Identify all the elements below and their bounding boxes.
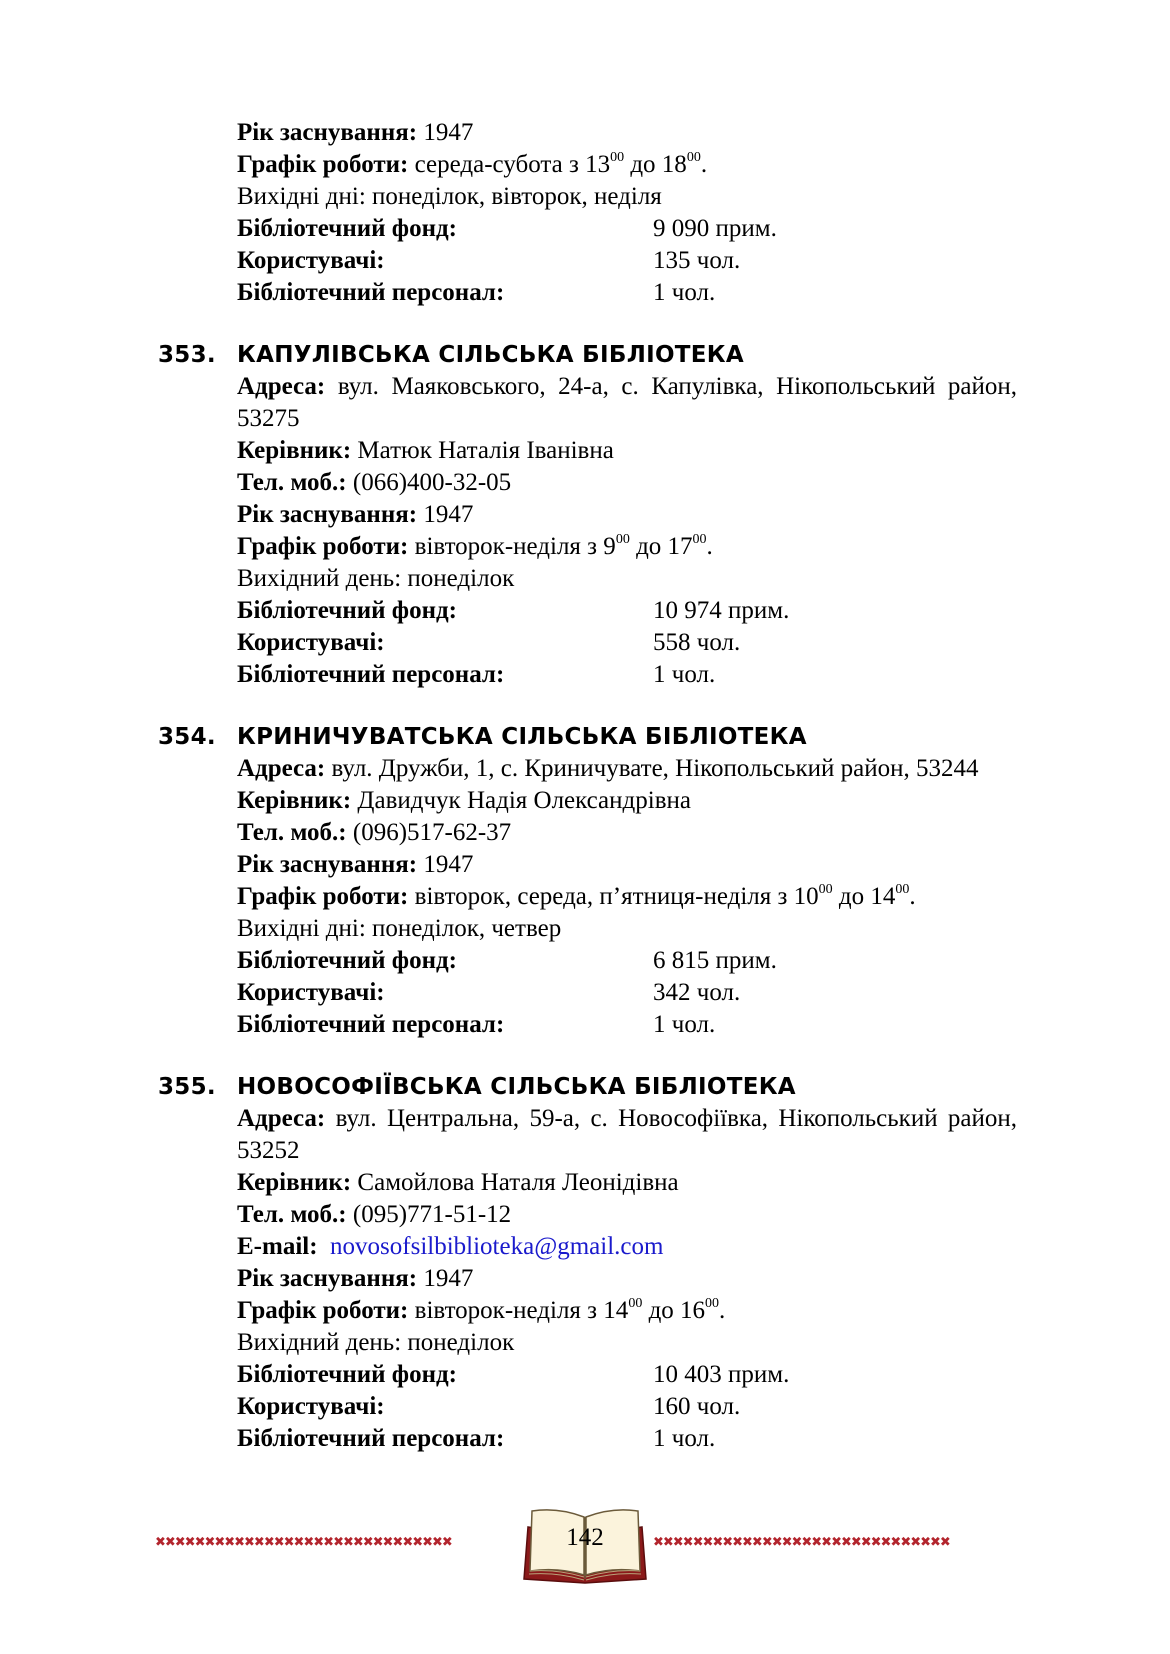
staff-value: 1 чол. — [653, 279, 716, 306]
schedule-sup: 00 — [628, 1296, 643, 1311]
founded-label: Рік заснування: — [237, 851, 418, 878]
users-value: 342 чол. — [653, 979, 741, 1006]
staff-value: 1 чол. — [653, 1011, 716, 1038]
days-off-line: Вихідні дні: понеділок, четвер — [237, 915, 562, 942]
founded-value: 1947 — [423, 119, 474, 146]
page-footer — [0, 1505, 1170, 1585]
founded-label: Рік заснування: — [237, 1265, 418, 1292]
schedule-sup: 00 — [610, 150, 625, 165]
staff-value: 1 чол. — [653, 1425, 716, 1452]
schedule-text: вівторок-неділя з 14 — [414, 1297, 629, 1324]
fund-value: 6 815 прим. — [653, 947, 777, 974]
entry-title: КАПУЛІВСЬКА СІЛЬСЬКА БІБЛІОТЕКА — [237, 342, 745, 368]
entry-heading — [158, 721, 1017, 753]
fund-row — [237, 595, 1017, 627]
founded-label: Рік заснування: — [237, 501, 418, 528]
staff-row — [237, 1423, 1017, 1455]
email-label: E-mail: — [237, 1233, 318, 1260]
staff-row — [237, 277, 1017, 309]
fund-label: Бібліотечний фонд: — [237, 215, 457, 242]
staff-label: Бібліотечний персонал: — [237, 1011, 505, 1038]
founded-line — [237, 1263, 1017, 1295]
address-label: Адреса: — [237, 1105, 326, 1132]
users-label: Користувачі: — [237, 629, 385, 656]
schedule-sup: 00 — [895, 882, 910, 897]
fund-value: 10 403 прим. — [653, 1361, 790, 1388]
schedule-label: Графік роботи: — [237, 1297, 409, 1324]
staff-value: 1 чол. — [653, 661, 716, 688]
library-entry-355 — [158, 1071, 1017, 1455]
phone-line — [237, 467, 1017, 499]
address-line — [237, 371, 1017, 435]
staff-row — [237, 659, 1017, 691]
head-label: Керівник: — [237, 1169, 352, 1196]
schedule-mid: до 16 — [642, 1297, 706, 1324]
entry-number: 355. — [158, 1074, 216, 1100]
staff-label: Бібліотечний персонал: — [237, 279, 505, 306]
users-row — [237, 1391, 1017, 1423]
users-row — [237, 977, 1017, 1009]
head-line — [237, 435, 1017, 467]
entry-number: 353. — [158, 342, 216, 368]
schedule-end: . — [719, 1297, 726, 1324]
founded-label: Рік заснування: — [237, 119, 418, 146]
schedule-text: вівторок-неділя з 9 — [414, 533, 616, 560]
staff-row — [237, 1009, 1017, 1041]
head-label: Керівник: — [237, 787, 352, 814]
address-label: Адреса: — [237, 373, 326, 400]
head-value: Давидчук Надія Олександрівна — [357, 787, 691, 814]
schedule-sup: 00 — [692, 532, 707, 547]
cross-stitch-border-left: ✖✖✖✖✖✖✖✖✖✖✖✖✖✖✖✖✖✖✖✖✖✖✖✖✖✖✖✖✖✖ — [155, 1535, 452, 1550]
schedule-line — [237, 1295, 1017, 1327]
head-line — [237, 785, 1017, 817]
schedule-sup: 00 — [705, 1296, 720, 1311]
entry-heading — [158, 339, 1017, 371]
address-value: вул. Маяковського, 24-а, с. Капулівка, Нікопольський район, 53275 — [237, 373, 1018, 432]
founded-line — [237, 499, 1017, 531]
page-content — [158, 117, 1018, 1455]
library-entry-353 — [158, 339, 1018, 691]
schedule-mid: до 18 — [624, 151, 687, 178]
schedule-end: . — [700, 151, 708, 178]
schedule-sup: 00 — [615, 532, 630, 547]
users-row — [237, 627, 1017, 659]
email-link[interactable]: novosofsilbiblioteka@gmail.com — [330, 1233, 664, 1260]
fund-row — [237, 1359, 1017, 1391]
users-label: Користувачі: — [237, 979, 385, 1006]
users-value: 135 чол. — [653, 247, 741, 274]
fund-value: 10 974 прим. — [653, 597, 790, 624]
staff-label: Бібліотечний персонал: — [237, 1425, 505, 1452]
schedule-sup: 00 — [686, 150, 701, 165]
address-label: Адреса: — [237, 755, 326, 782]
fund-value: 9 090 прим. — [653, 215, 777, 242]
phone-label: Тел. моб.: — [237, 819, 347, 846]
fund-label: Бібліотечний фонд: — [237, 947, 457, 974]
entry-title: КРИНИЧУВАТСЬКА СІЛЬСЬКА БІБЛІОТЕКА — [237, 724, 807, 750]
head-value: Самойлова Наталя Леонідівна — [357, 1169, 679, 1196]
cross-stitch-border-right: ✖✖✖✖✖✖✖✖✖✖✖✖✖✖✖✖✖✖✖✖✖✖✖✖✖✖✖✖✖✖ — [653, 1535, 950, 1550]
fund-row — [237, 213, 1017, 245]
head-line — [237, 1167, 1017, 1199]
users-value: 558 чол. — [653, 629, 741, 656]
schedule-text: середа-субота з 13 — [414, 151, 611, 178]
schedule-mid: до 14 — [832, 883, 896, 910]
phone-label: Тел. моб.: — [237, 1201, 347, 1228]
days-off-line: Вихідний день: понеділок — [237, 1329, 515, 1356]
schedule-label: Графік роботи: — [237, 883, 409, 910]
phone-value: (095)771-51-12 — [352, 1201, 512, 1228]
head-value: Матюк Наталія Іванівна — [357, 437, 614, 464]
founded-value: 1947 — [423, 501, 474, 528]
staff-label: Бібліотечний персонал: — [237, 661, 505, 688]
users-value: 160 чол. — [653, 1393, 741, 1420]
schedule-end: . — [909, 883, 916, 910]
email-line — [237, 1231, 1017, 1263]
fund-label: Бібліотечний фонд: — [237, 597, 457, 624]
entry-heading — [158, 1071, 1017, 1103]
schedule-label: Графік роботи: — [237, 151, 409, 178]
schedule-line — [237, 531, 1017, 563]
page-number: 142 — [566, 1524, 604, 1551]
schedule-text: вівторок, середа, п’ятниця-неділя з 10 — [414, 883, 819, 910]
founded-value: 1947 — [423, 1265, 474, 1292]
library-entry-354 — [158, 721, 1017, 1041]
users-row — [237, 245, 1017, 277]
schedule-line — [237, 881, 1017, 913]
schedule-line — [237, 149, 1017, 181]
founded-line — [237, 849, 1017, 881]
schedule-mid: до 17 — [629, 533, 693, 560]
phone-value: (096)517-62-37 — [352, 819, 512, 846]
schedule-sup: 00 — [818, 882, 833, 897]
address-value: вул. Дружби, 1, с. Криничувате, Нікопольський район, 53244 — [331, 755, 979, 782]
entry-continuation — [237, 117, 1017, 309]
phone-line — [237, 817, 1017, 849]
schedule-label: Графік роботи: — [237, 533, 409, 560]
address-value: вул. Центральна, 59-а, с. Новософіївка, Нікопольський район, 53252 — [237, 1105, 1017, 1164]
entry-number: 354. — [158, 724, 216, 750]
schedule-end: . — [706, 533, 713, 560]
users-label: Користувачі: — [237, 247, 385, 274]
entry-title: НОВОСОФІЇВСЬКА СІЛЬСЬКА БІБЛІОТЕКА — [237, 1074, 796, 1100]
fund-label: Бібліотечний фонд: — [237, 1361, 457, 1388]
days-off-line: Вихідні дні: понеділок, вівторок, неділя — [237, 183, 662, 210]
phone-value: (066)400-32-05 — [352, 469, 512, 496]
days-off-line: Вихідний день: понеділок — [237, 565, 515, 592]
fund-row — [237, 945, 1017, 977]
address-line — [237, 753, 1017, 785]
address-line — [237, 1103, 1017, 1167]
phone-line — [237, 1199, 1017, 1231]
founded-value: 1947 — [423, 851, 474, 878]
founded-line — [237, 117, 1017, 149]
phone-label: Тел. моб.: — [237, 469, 347, 496]
users-label: Користувачі: — [237, 1393, 385, 1420]
head-label: Керівник: — [237, 437, 352, 464]
